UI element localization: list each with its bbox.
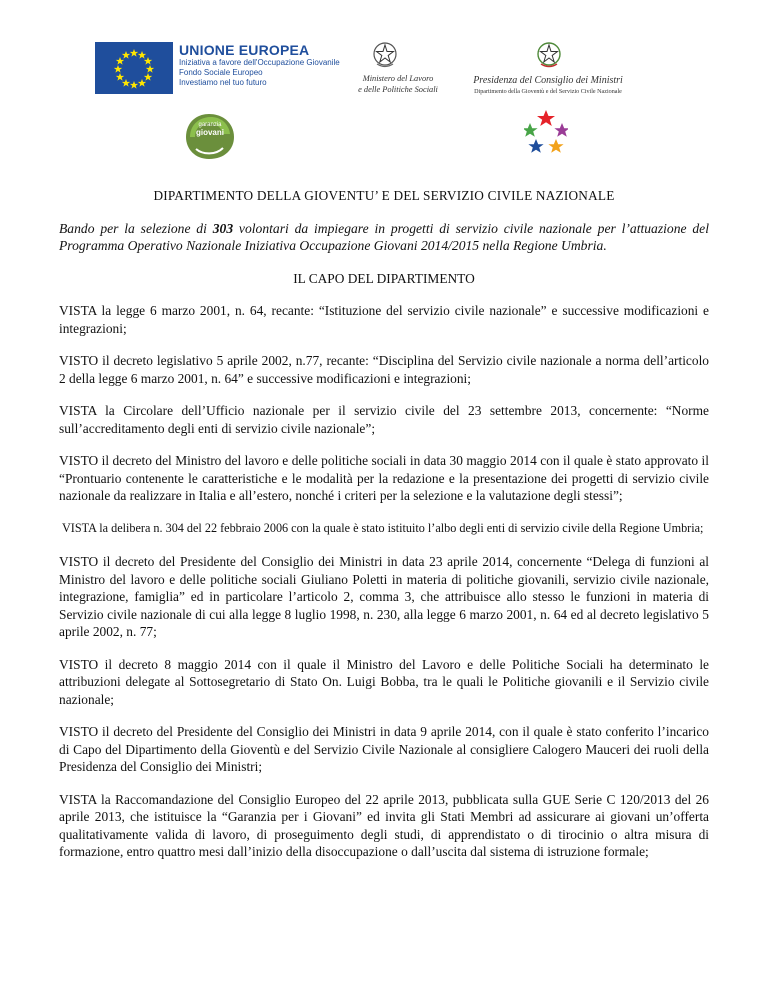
eu-logo-block — [95, 42, 340, 102]
ministry-name-line: Ministero del Lavoro — [362, 74, 434, 83]
whereas-law-64: VISTA la legge 6 marzo 2001, n. 64, recante: “Istituzione del servizio civile nazionale” e successive modificazioni e integrazioni; — [59, 303, 709, 336]
bando-prefix: Bando per la selezione di — [59, 220, 213, 236]
department-title: DIPARTIMENTO DELLA GIOVENTU’ E DEL SERVIZIO CIVILE NAZIONALE — [153, 188, 615, 203]
volunteer-count: 303 — [212, 220, 234, 236]
document-body — [59, 187, 709, 876]
stars-circle-icon — [524, 108, 568, 156]
bando-heading — [59, 220, 709, 255]
eu-fund-line: Fondo Sociale Europeo — [179, 68, 263, 77]
italian-emblem-icon — [371, 40, 399, 70]
whereas-delega: VISTO il decreto del Presidente del Consiglio dei Ministri in data 23 aprile 2014, concernente “Delega di funzioni al Ministro del lavoro e delle politiche sociali Giuliano Poletti in materia di politiche giovanili, servizio civile nazionale, integrazione, famiglia” ed in particolare l’articolo 2, comma 3, che attribuisce allo stesso le funzioni in materia di Servizio civile nazionale di cui alla legge 8 luglio 1998, n. 230, alla legge 6 marzo 2001, n. 64 ed al decreto legislativo 5 aprile 2002, n. 77; — [59, 554, 709, 639]
presidency-name-line: Presidenza del Consiglio dei Ministri — [473, 75, 623, 86]
garanzia-giovani-text — [190, 122, 230, 136]
garanzia-word: garanzia — [198, 122, 222, 128]
giovani-word: giovani — [195, 128, 224, 137]
logo-header — [0, 0, 768, 170]
whereas-attribuzioni: VISTO il decreto 8 maggio 2014 con il quale il Ministro del Lavoro e delle Politiche Sociali ha determinato le attribuzioni delegate al Sottosegretario di Stato On. Luigi Bobba, tra le quali le Politiche giovanili e il Servizio civile nazionale; — [59, 656, 709, 707]
presidency-logo-block — [462, 40, 634, 102]
whereas-decree-77: VISTO il decreto legislativo 5 aprile 2002, n.77, recante: “Disciplina del Servizio civile nazionale a norma dell’articolo 2 della legge 6 marzo 2001, n. 64” e successive modificazioni e integrazioni; — [59, 353, 709, 386]
bando-suffix: volontari da impiegare in progetti di servizio civile nazionale per l’attuazione del Programma Operativo Nazionale Iniziativa Occupazione Giovani 2014/2015 nella Regione Umbria. — [59, 220, 709, 253]
whereas-raccomandazione: VISTA la Raccomandazione del Consiglio Europeo del 22 aprile 2013, pubblicata sulla GUE Serie C 120/2013 del 26 aprile 2013, che istituisce la “Garanzia per i Giovani” ed invita gli Stati Membri ad assicurare ai giovani un’offerta qualitativamente valida di lavoro, di proseguimento degli studi, di apprendistato o di tirocinio o altra misura di formazione, entro quattro mesi dall’inizio della disoccupazione o dall’uscita dal sistema di istruzione formale; — [59, 791, 709, 859]
whereas-delibera: VISTA la delibera n. 304 del 22 febbraio 2006 con la quale è stato istituito l’albo degli enti di servizio civile della Regione Umbria; — [62, 520, 704, 535]
whereas-incarico: VISTO il decreto del Presidente del Consiglio dei Ministri in data 9 aprile 2014, con il quale è stato conferito l’incarico di Capo del Dipartimento della Gioventù e del Servizio Civile Nazionale al consigliere Calogero Mauceri dei ruoli della Presidenza del Consiglio dei Ministri; — [59, 724, 709, 774]
eu-flag-icon — [95, 42, 173, 94]
eu-title: UNIONE EUROPEA — [179, 42, 310, 58]
eu-initiative-line: Iniziativa a favore dell'Occupazione Giovanile — [179, 58, 340, 67]
eu-text — [179, 42, 340, 88]
whereas-circolare: VISTA la Circolare dell’Ufficio nazionale per il servizio civile del 23 settembre 2013, concernente: “Norme sull’accreditamento degli enti di servizio civile nazionale”; — [59, 403, 709, 436]
ministry-logo-block — [343, 40, 453, 102]
presidency-department-line: Dipartimento della Gioventù e del Servizio Civile Nazionale — [474, 89, 622, 95]
capo-heading: IL CAPO DEL DIPARTIMENTO — [293, 270, 475, 286]
ministry-name-line-2: e delle Politiche Sociali — [358, 85, 438, 94]
eu-motto-line: Investiamo nel tuo futuro — [179, 78, 267, 87]
whereas-prontuario: VISTO il decreto del Ministro del lavoro e delle politiche sociali in data 30 maggio 2014 con il quale è stato approvato il “Prontuario contenente le caratteristiche e le modalità per la redazione e la presentazione dei progetti di servizio civile nazionale da realizzare in Italia e all’estero, nonché i criteri per la selezione e la valutazione degli stessi”; — [59, 453, 709, 503]
italian-emblem-icon — [535, 40, 563, 70]
